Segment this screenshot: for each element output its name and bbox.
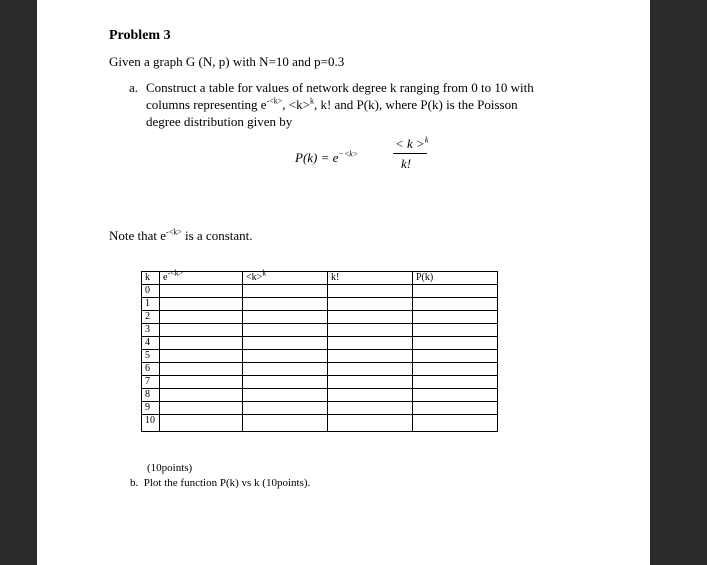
item-a-letter: a. — [129, 80, 139, 95]
table-cell — [160, 389, 243, 402]
formula-lhs-sup: −<k> — [338, 149, 359, 159]
table-cell — [328, 324, 413, 337]
header-mean-k — [243, 268, 328, 285]
item-a-line2 — [146, 97, 518, 113]
table-cell — [328, 415, 413, 432]
table-cell — [328, 376, 413, 389]
table-cell — [328, 311, 413, 324]
table-cell — [243, 415, 328, 432]
k-cell: 0 — [142, 285, 160, 298]
table-cell — [160, 415, 243, 432]
table-cell — [243, 402, 328, 415]
table-row — [142, 350, 498, 363]
table-row — [142, 363, 498, 376]
header-exp-sup: -<k> — [167, 268, 184, 278]
table-cell — [160, 350, 243, 363]
table-cell — [328, 402, 413, 415]
table-row — [142, 402, 498, 415]
formula-numerator-text: < k > — [395, 136, 425, 151]
table-cell — [243, 337, 328, 350]
table-row — [142, 285, 498, 298]
header-pk: P(k) — [413, 272, 498, 285]
table-cell — [413, 363, 498, 376]
table-cell — [328, 389, 413, 402]
note-sup: -<k> — [166, 227, 182, 237]
item-b-letter: b. — [130, 477, 139, 489]
formula-numerator — [395, 136, 428, 152]
table-cell — [413, 324, 498, 337]
item-a-line2-sup1: -<k> — [266, 96, 283, 106]
degree-table — [141, 268, 498, 432]
table-cell — [160, 311, 243, 324]
table-cell — [243, 363, 328, 376]
table-cell — [413, 298, 498, 311]
table-header-row — [142, 272, 498, 285]
k-cell: 5 — [142, 350, 160, 363]
table-cell — [413, 402, 498, 415]
points-a: (10points) — [147, 462, 193, 474]
k-cell: 9 — [142, 402, 160, 415]
formula-lhs-text: P(k) = e — [295, 150, 339, 165]
table-row — [142, 389, 498, 402]
item-b — [130, 477, 310, 489]
table-cell — [160, 376, 243, 389]
table-cell — [243, 298, 328, 311]
table-cell — [328, 363, 413, 376]
table-row — [142, 311, 498, 324]
k-cell: 8 — [142, 389, 160, 402]
header-factorial: k! — [328, 272, 413, 285]
table-cell — [243, 311, 328, 324]
table-cell — [160, 402, 243, 415]
table-row — [142, 376, 498, 389]
item-a-line2-post: , k! and P(k), where P(k) is the Poisson — [313, 97, 518, 112]
table-cell — [160, 337, 243, 350]
table-row — [142, 298, 498, 311]
table-cell — [243, 285, 328, 298]
note — [109, 228, 253, 244]
table-cell — [413, 389, 498, 402]
header-k: k — [142, 272, 160, 285]
table-cell — [160, 298, 243, 311]
table-cell — [243, 324, 328, 337]
problem-title: Problem 3 — [109, 28, 171, 43]
table-cell — [413, 337, 498, 350]
table-row — [142, 324, 498, 337]
note-pre: Note that e — [109, 228, 167, 243]
table-cell — [413, 376, 498, 389]
item-b-text: Plot the function P(k) vs k (10points). — [143, 477, 311, 489]
formula-numerator-sup: k — [424, 135, 429, 145]
table-row — [142, 415, 498, 432]
table-cell — [160, 285, 243, 298]
table-cell — [160, 324, 243, 337]
k-cell: 2 — [142, 311, 160, 324]
header-exp — [160, 268, 243, 285]
table-cell — [243, 389, 328, 402]
formula-fraction-bar — [393, 153, 427, 154]
note-post: is a constant. — [181, 228, 253, 243]
table-cell — [328, 285, 413, 298]
formula-lhs — [295, 150, 358, 166]
table-cell — [243, 350, 328, 363]
item-a-line2-pre: columns representing e — [146, 97, 267, 112]
k-cell: 4 — [142, 337, 160, 350]
problem-intro: Given a graph G (N, p) with N=10 and p=0.3 — [109, 54, 345, 69]
table-cell — [160, 363, 243, 376]
table-cell — [243, 376, 328, 389]
header-mean-k-base: <k> — [246, 272, 263, 283]
k-cell: 6 — [142, 363, 160, 376]
item-a-line2-sup2: k — [309, 96, 314, 106]
item-a-line2-mid: , <k> — [282, 97, 310, 112]
header-exp-base: e — [163, 272, 168, 283]
header-mean-k-sup: k — [262, 268, 267, 278]
table-row — [142, 337, 498, 350]
table-cell — [328, 337, 413, 350]
table-cell — [413, 350, 498, 363]
document-page — [37, 0, 650, 565]
item-a-line1: Construct a table for values of network degree k ranging from 0 to 10 with — [146, 80, 534, 95]
table-cell — [413, 285, 498, 298]
table-cell — [328, 350, 413, 363]
item-a-line3: degree distribution given by — [146, 114, 293, 129]
k-cell: 7 — [142, 376, 160, 389]
table-cell — [413, 311, 498, 324]
k-cell: 10 — [142, 415, 160, 432]
k-cell: 1 — [142, 298, 160, 311]
table-cell — [328, 298, 413, 311]
table-cell — [413, 415, 498, 432]
formula-denominator: k! — [401, 156, 412, 171]
k-cell: 3 — [142, 324, 160, 337]
